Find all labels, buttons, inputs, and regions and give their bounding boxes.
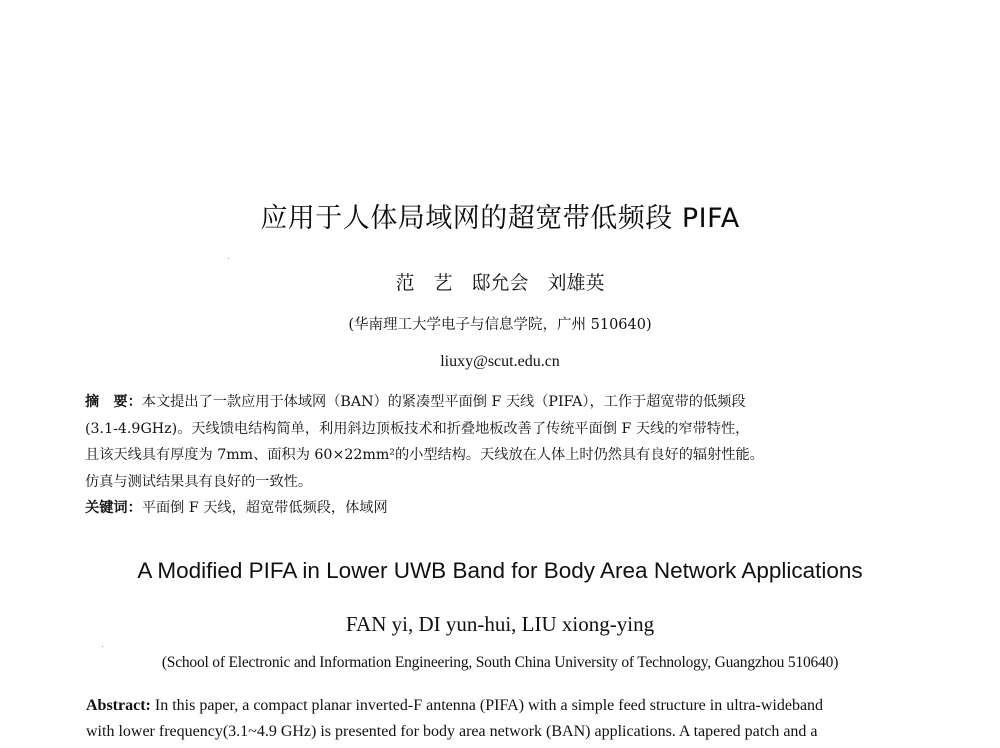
scan-speck (102, 646, 103, 647)
chinese-abstract-label: 摘 要： (85, 394, 142, 410)
english-abstract-line-1: Abstract: In this paper, a compact planar inverted-F antenna (PIFA) with a simple feed structure in ultra-wideband (86, 697, 824, 714)
chinese-keywords (85, 495, 935, 522)
chinese-keywords-text: 平面倒 F 天线，超宽带低频段，体域网 (141, 500, 388, 516)
chinese-title: 应用于人体局域网的超宽带低频段 PIFA (260, 203, 740, 234)
english-authors: FAN yi, DI yun-hui, LIU xiong-ying (345, 612, 655, 636)
chinese-authors: 范 艺 邸允会 刘雄英 (395, 272, 605, 294)
english-abstract (86, 693, 936, 745)
chinese-keywords-label: 关键词： (85, 500, 142, 516)
chinese-affiliation: (华南理工大学电子与信息学院，广州 510640) (348, 317, 652, 333)
chinese-abstract-line-1: 摘 要：本文提出了一款应用于体域网（BAN）的紧凑型平面倒 F 天线（PIFA），工作于超宽带的低频段 (85, 394, 746, 410)
english-abstract-line-2: with lower frequency(3.1~4.9 GHz) is presented for body area network (BAN) applications. A tapered patch and a (86, 723, 818, 740)
english-affiliation: (School of Electronic and Information Engineering, South China University of Technology, Guangzhou 510640) (161, 654, 839, 671)
chinese-abstract-line-4: 仿真与测试结果具有良好的一致性。 (85, 473, 313, 490)
chinese-abstract-line-2: (3.1-4.9GHz)。天线馈电结构简单，利用斜边顶板技术和折叠地板改善了传统平面倒 F 天线的窄带特性， (85, 420, 750, 437)
chinese-abstract (85, 389, 935, 522)
english-abstract-label: Abstract: (86, 697, 151, 714)
english-title: A Modified PIFA in Lower UWB Band for Body Area Network Applications (137, 558, 863, 583)
chinese-abstract-line-3: 且该天线具有厚度为 7mm、面积为 60×22mm²的小型结构。天线放在人体上时仍然具有良好的辐射性能。 (85, 447, 764, 463)
scan-speck (228, 258, 229, 259)
contact-email: liuxy@scut.edu.cn (440, 353, 560, 370)
